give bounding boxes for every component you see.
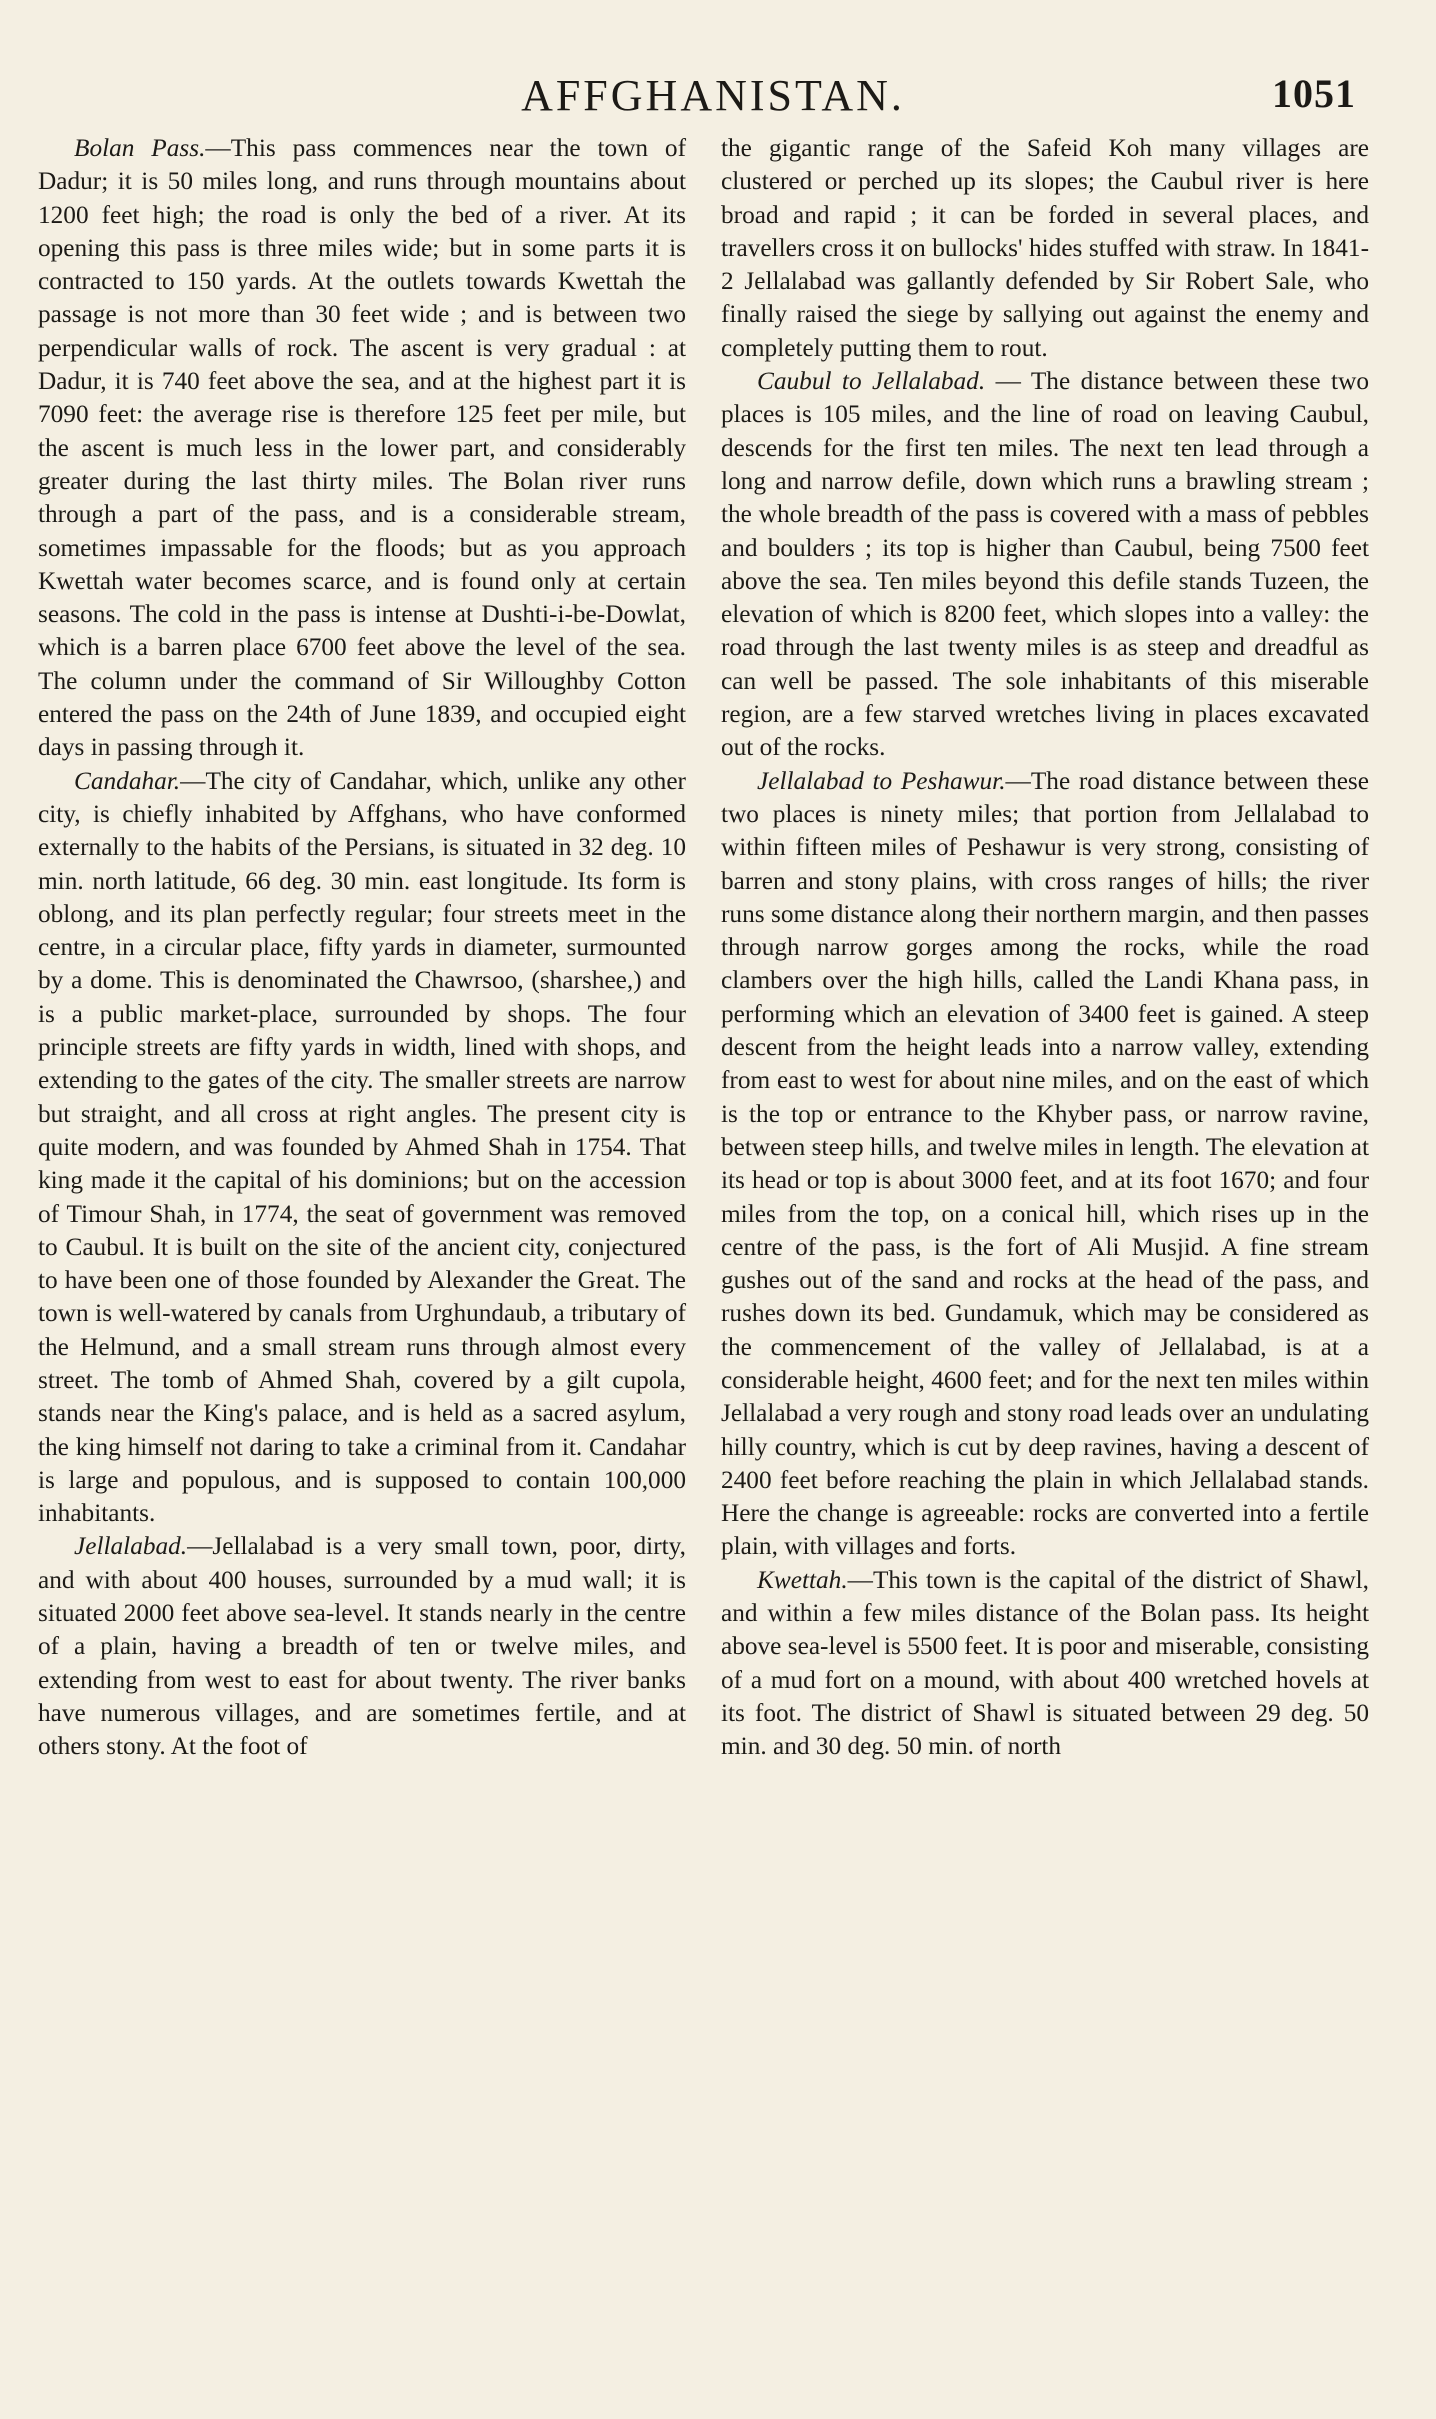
entry-jellalabad [38,1530,686,1763]
entry-heading: Caubul to Jellalabad. [757,367,986,396]
entry-candahar [38,765,686,1531]
entry-text: —This town is the capital of the district of Shawl, and within a few miles distance of the Bolan pass. Its height above sea-level is 5500 feet. It is poor and miserable, consisting of a mud fort on a mound, with about 400 wretched hovels at its foot. The district of Shawl is situated between 29 deg. 50 min. and 30 deg. 50 min. of north [721,1565,1369,1761]
entry-heading: Jellalabad to Peshawur. [757,766,1006,795]
entry-caubul-to-jellalabad [721,365,1369,765]
left-column [38,132,686,1764]
entry-text: —Jellalabad is a very small town, poor, dirty, and with about 400 houses, surrounded by a mud wall; it is situated 2000 feet above sea-level. It stands nearly in the centre of a plain, having a breadth of ten or twelve miles, and extending from west to east for about twenty. The river banks have numerous villages, and are sometimes fertile, and at others stony. At the foot of [38,1532,686,1761]
text-columns [38,132,1369,2362]
entry-kwettah [721,1564,1369,1764]
entry-heading: Candahar. [74,766,181,795]
entry-text: — The distance between these two places is 105 miles, and the line of road on leaving Caubul, descends for the first ten miles. The next ten lead through a long and narrow defile, down which runs a brawling stream ; the whole breadth of the pass is covered with a mass of pebbles and boulders ; its top is higher than Caubul, being 7500 feet above the sea. Ten miles beyond this defile stands Tuzeen, the elevation of which is 8200 feet, which slopes into a valley: the road through the last twenty miles is as steep and dreadful as can well be passed. The sole inhabitants of this miserable region, are a few starved wretches living in places excavated out of the rocks. [721,367,1369,762]
entry-text: —The city of Candahar, which, unlike any other city, is chiefly inhabited by Affghans, who have conformed externally to the habits of the Persians, is situated in 32 deg. 10 min. north latitude, 66 deg. 30 min. east longitude. Its form is oblong, and its plan perfectly regular; four streets meet in the centre, in a circular place, fifty yards in diameter, surmounted by a dome. This is denominated the Chawrsoo, (sharshee,) and is a public market-place, surrounded by shops. The four principle streets are fifty yards in width, lined with shops, and extending to the gates of the city. The smaller streets are narrow but straight, and all cross at right angles. The present city is quite modern, and was founded by Ahmed Shah in 1754. That king made it the capital of his dominions; but on the accession of Timour Shah, in 1774, the seat of government was removed to Caubul. It is built on the site of the ancient city, conjectured to have been one of those founded by Alexander the Great. The town is well-watered by canals from Urghundaub, a tributary of the Helmund, and a small stream runs through almost every street. The tomb of Ahmed Shah, covered by a gilt cupola, stands near the King's palace, and is held as a sacred asylum, the king himself not daring to take a criminal from it. Candahar is large and populous, and is supposed to contain 100,000 inhabitants. [38,766,686,1528]
entry-jellalabad-continued [721,132,1369,365]
entry-text: —The road distance between these two places is ninety miles; that portion from Jellalabad to within fifteen miles of Peshawur is very strong, consisting of barren and stony plains, with cross ranges of hills; the river runs some distance along their northern margin, and then passes through narrow gorges among the rocks, while the road clambers over the high hills, called the Landi Khana pass, in performing which an elevation of 3400 feet is gained. A steep descent from the height leads into a narrow valley, extending from east to west for about nine miles, and on the east of which is the top or entrance to the Khyber pass, or narrow ravine, between steep hills, and twelve miles in length. The elevation at its head or top is about 3000 feet, and at its foot 1670; and four miles from the top, on a conical hill, which rises up in the centre of the pass, is the fort of Ali Musjid. A fine stream gushes out of the sand and rocks at the head of the pass, and rushes down its bed. Gundamuk, which may be considered as the commencement of the valley of Jellalabad, is at a considerable height, 4600 feet; and for the next ten miles within Jellalabad a very rough and stony road leads over an undulating hilly country, which is cut by deep ravines, having a descent of 2400 feet before reaching the plain in which Jellalabad stands. Here the change is agreeable: rocks are converted into a fertile plain, with villages and forts. [721,766,1369,1561]
entry-heading: Bolan Pass. [74,134,206,162]
page-number: 1051 [1272,71,1356,116]
entry-text: —This pass commences near the town of Dadur; it is 50 miles long, and runs through mountains about 1200 feet high; the road is only the bed of a river. At its opening this pass is three miles wide; but in some parts it is contracted to 150 yards. At the outlets towards Kwettah the passage is not more than 30 feet wide ; and is between two perpendicular walls of rock. The ascent is very gradual : at Dadur, it is 740 feet above the sea, and at the highest part it is 7090 feet: the average rise is therefore 125 feet per mile, but the ascent is much less in the lower part, and considerably greater during the last thirty miles. The Bolan river runs through a part of the pass, and is a considerable stream, sometimes impassable for the floods; but as you approach Kwettah water becomes scarce, and is found only at certain seasons. The cold in the pass is intense at Dushti-i-be-Dowlat, which is a barren place 6700 feet above the level of the sea. The column under the command of Sir Willoughby Cotton entered the pass on the 24th of June 1839, and occupied eight days in passing through it. [38,134,686,762]
entry-jellalabad-to-peshawur [721,765,1369,1564]
entry-bolan-pass [38,132,686,765]
page-header [70,70,1356,130]
entry-heading: Jellalabad. [74,1532,188,1561]
entry-heading: Kwettah. [757,1565,848,1594]
running-title: AFFGHANISTAN. [521,71,905,120]
entry-text: the gigantic range of the Safeid Koh many villages are clustered or perched up its slopes; the Caubul river is here broad and rapid ; it can be forded in several places, and travellers cross it on bullocks' hides stuffed with straw. In 1841-2 Jellalabad was gallantly defended by Sir Robert Sale, who finally raised the siege by sallying out against the enemy and completely putting them to rout. [721,134,1369,362]
right-column [721,132,1369,1764]
